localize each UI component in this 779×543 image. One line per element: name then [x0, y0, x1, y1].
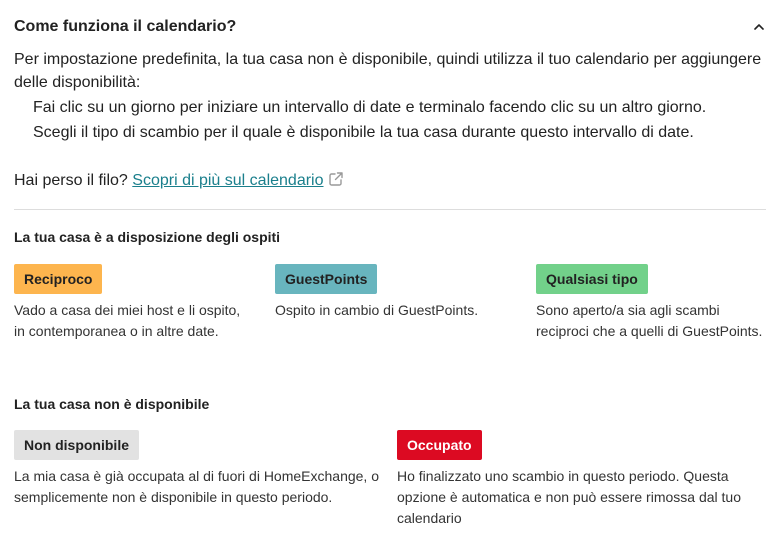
chevron-up-icon[interactable]	[752, 20, 766, 34]
help-prefix: Hai perso il filo?	[14, 172, 128, 189]
guestpoints-badge: GuestPoints	[275, 264, 377, 294]
legend-item-not-available	[14, 430, 389, 508]
instruction-item: Fai clic su un giorno per iniziare un intervallo di date e terminalo facendo clic su un altro giorno.	[33, 99, 707, 116]
occupied-description: Ho finalizzato uno scambio in questo periodo. Questa opzione è automatica e non può essere rimossa dal tuo calendario	[397, 468, 741, 526]
legend-item-guestpoints	[275, 264, 515, 321]
legend-item-occupied	[397, 430, 767, 529]
reciprocal-description: Vado a casa dei miei host e li ospito, in contemporanea o in altre date.	[14, 302, 241, 339]
intro-text: Per impostazione predefinita, la tua casa non è disponibile, quindi utilizza il tuo calendario per aggiungere delle disponibilità:	[14, 51, 762, 91]
instruction-item: Scegli il tipo di scambio per il quale è disponibile la tua casa durante questo intervallo di date.	[33, 124, 694, 141]
any-type-description: Sono aperto/a sia agli scambi reciproci che a quelli di GuestPoints.	[536, 302, 763, 339]
available-section-title: La tua casa è a disposizione degli ospiti	[14, 229, 281, 245]
not-available-description: La mia casa è già occupata al di fuori di HomeExchange, o semplicemente non è disponibile in questo periodo.	[14, 468, 379, 505]
occupied-badge: Occupato	[397, 430, 482, 460]
divider	[14, 209, 766, 210]
not-available-badge: Non disponibile	[14, 430, 139, 460]
help-line	[14, 170, 344, 192]
legend-item-reciprocal	[14, 264, 254, 342]
legend-item-any-type	[536, 264, 766, 342]
reciprocal-badge: Reciproco	[14, 264, 102, 294]
external-link-icon[interactable]	[328, 171, 344, 187]
instruction-list	[33, 95, 773, 145]
accordion-title: Come funziona il calendario?	[14, 18, 237, 35]
unavailable-section-title: La tua casa non è disponibile	[14, 396, 210, 412]
calendar-help-link[interactable]: Scopri di più sul calendario	[132, 172, 324, 189]
accordion-header[interactable]	[14, 16, 766, 40]
any-type-badge: Qualsiasi tipo	[536, 264, 648, 294]
guestpoints-description: Ospito in cambio di GuestPoints.	[275, 302, 479, 318]
